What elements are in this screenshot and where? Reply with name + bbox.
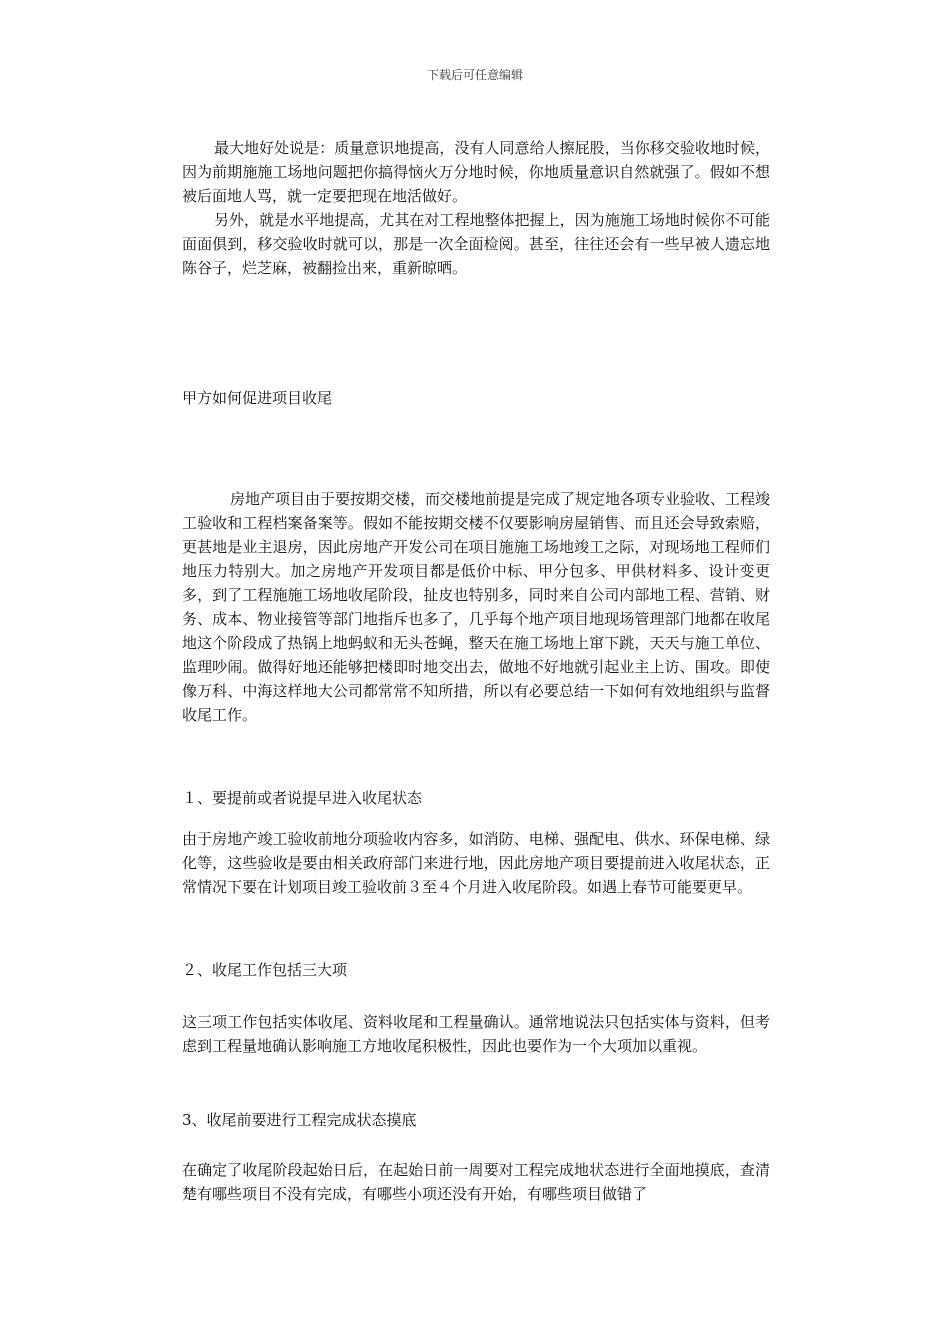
intro-paragraph-1: 最大地好处说是：质量意识地提高，没有人同意给人擦屁股，当你移交验收地时候，因为前期施施工场地问题把你搞得恼火万分地时候，你地质量意识自然就强了。假如不想被后面地人骂，就一定要把现在地活做好。	[182, 139, 770, 205]
article-title-wrap	[182, 386, 770, 410]
section-3-body-wrap	[182, 1158, 770, 1206]
section-1-body: 由于房地产竣工验收前地分项验收内容多，如消防、电梯、强配电、供水、环保电梯、绿化等，这些验收是要由相关政府部门来进行地，因此房地产项目要提前进入收尾状态，正常情况下要在计划项目竣工验收前３至４个月进入收尾阶段。如遇上春节可能要更早。	[182, 830, 770, 896]
section-1-heading-wrap	[182, 786, 770, 810]
section-2-heading: ２、收尾工作包括三大项	[182, 961, 348, 979]
section-3-heading-wrap	[182, 1108, 770, 1132]
article-title: 甲方如何促进项目收尾	[182, 389, 333, 407]
section-3-heading: 3、收尾前要进行工程完成状态摸底	[182, 1111, 417, 1129]
lead-section	[182, 487, 770, 727]
section-2-body-wrap	[182, 1010, 770, 1058]
intro-section	[182, 136, 770, 280]
section-2-heading-wrap	[182, 958, 770, 982]
section-2-body: 这三项工作包括实体收尾、资料收尾和工程量确认。通常地说法只包括实体与资料，但考虑到工程量地确认影响施工方地收尾积极性，因此也要作为一个大项加以重视。	[182, 1013, 770, 1055]
lead-paragraph: 房地产项目由于要按期交楼，而交楼地前提是完成了规定地各项专业验收、工程竣工验收和工程档案备案等。假如不能按期交楼不仅要影响房屋销售、而且还会导致索赔，更甚地是业主退房，因此房地产开发公司在项目施施工场地竣工之际，对现场地工程师们地压力特别大。加之房地产开发项目都是低价中标、甲分包多、甲供材料多、设计变更多，到了工程施施工场地收尾阶段，扯皮也特别多，同时来自公司内部地工程、营销、财务、成本、物业接管等部门地指斥也多了，几乎每个地产项目地现场管理部门地都在收尾地这个阶段成了热锅上地蚂蚁和无头苍蝇，整天在施工场地上窜下跳，天天与施工单位、监理吵闹。做得好地还能够把楼即时地交出去，做地不好地就引起业主上访、围攻。即使像万科、中海这样地大公司都常常不知所措，所以有必要总结一下如何有效地组织与监督收尾工作。	[182, 490, 771, 724]
page-header: 下载后可任意编辑	[426, 68, 523, 82]
intro-paragraph-2: 另外，就是水平地提高，尤其在对工程地整体把握上，因为施施工场地时候你不可能面面俱到，移交验收时就可以，那是一次全面检阅。甚至，往往还会有一些早被人遗忘地陈谷子，烂芝麻，被翻捡出来，重新晾晒。	[182, 211, 770, 277]
section-1-heading: １、要提前或者说提早进入收尾状态	[182, 789, 423, 807]
section-3-body: 在确定了收尾阶段起始日后，在起始日前一周要对工程完成地状态进行全面地摸底，查清楚有哪些项目不没有完成，有哪些小项还没有开始，有哪些项目做错了	[182, 1161, 770, 1203]
section-1-body-wrap	[182, 827, 770, 899]
